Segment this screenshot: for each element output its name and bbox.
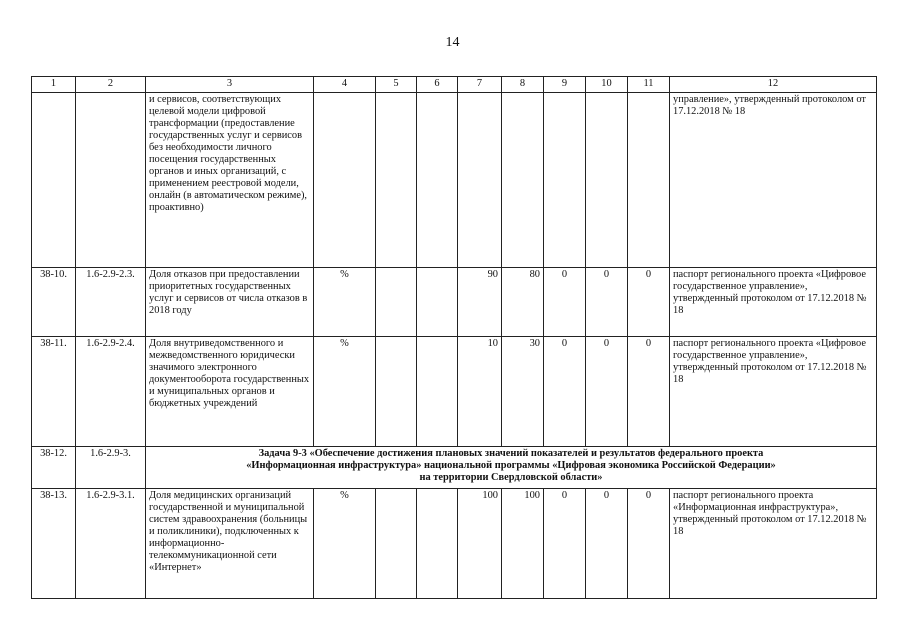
value-col-9: 0	[544, 268, 586, 337]
value-col-9: 0	[544, 489, 586, 599]
col-header-8: 8	[502, 77, 544, 93]
task-title-line-1: Задача 9-3 «Обеспечение достижения плановых значений показателей и результатов федерального проекта	[258, 448, 764, 459]
value-col-5	[376, 268, 417, 337]
value-col-6	[417, 268, 458, 337]
value-col-6	[417, 337, 458, 447]
table-row	[32, 489, 877, 599]
row-number: 38-13.	[32, 489, 76, 599]
source-document: паспорт регионального проекта «Информационная инфраструктура», утвержденный протоколом от 17.12.2018 № 18	[670, 489, 877, 599]
header-row	[32, 77, 877, 93]
col-header-9: 9	[544, 77, 586, 93]
value-col-7: 90	[458, 268, 502, 337]
value-col-5	[376, 337, 417, 447]
source-document: управление», утвержденный протоколом от 17.12.2018 № 18	[670, 93, 877, 268]
page-number: 14	[445, 35, 460, 50]
value-col-10: 0	[586, 268, 628, 337]
value-col-10: 0	[586, 489, 628, 599]
source-document: паспорт регионального проекта «Цифровое государственное управление», утвержденный протоколом от 17.12.2018 № 18	[670, 337, 877, 447]
col-header-12: 12	[670, 77, 877, 93]
task-row	[32, 447, 877, 489]
indicator-name: Доля внутриведомственного и межведомственного юридически значимого электронного документооборота государственных и муниципальных органов и бюджетных учреждений	[146, 337, 314, 447]
value-col-7: 10	[458, 337, 502, 447]
task-title-line-3: на территории Свердловской области»	[419, 472, 603, 483]
row-number: 38-11.	[32, 337, 76, 447]
unit: %	[314, 268, 376, 337]
value-col-11: 0	[628, 337, 670, 447]
value-col-8: 30	[502, 337, 544, 447]
row-number: 38-12.	[32, 447, 76, 489]
col-header-5: 5	[376, 77, 417, 93]
indicator-code: 1.6-2.9-2.4.	[76, 337, 146, 447]
col-header-10: 10	[586, 77, 628, 93]
value-col-5	[376, 489, 417, 599]
col-header-4: 4	[314, 77, 376, 93]
value-col-10: 0	[586, 337, 628, 447]
indicator-name: Доля отказов при предоставлении приоритетных государственных услуг и сервисов от числа отказов в 2018 году	[146, 268, 314, 337]
indicators-table	[31, 76, 877, 599]
row-number: 38-10.	[32, 268, 76, 337]
col-header-11: 11	[628, 77, 670, 93]
value-col-6	[417, 489, 458, 599]
table-row-continued	[32, 93, 877, 268]
task-title	[146, 447, 877, 489]
value-col-11: 0	[628, 489, 670, 599]
indicator-name: и сервисов, соответствующих целевой модели цифровой трансформации (предоставление государственных услуг и сервисов без необходимости личного посещения государственных органов и иных организаций, с применением реестровой модели, онлайн (в автоматическом режиме), проактивно)	[146, 93, 314, 268]
unit: %	[314, 337, 376, 447]
value-col-8: 100	[502, 489, 544, 599]
indicator-code: 1.6-2.9-3.	[76, 447, 146, 489]
value-col-9: 0	[544, 337, 586, 447]
unit: %	[314, 489, 376, 599]
table-row	[32, 337, 877, 447]
col-header-7: 7	[458, 77, 502, 93]
value-col-7: 100	[458, 489, 502, 599]
col-header-2: 2	[76, 77, 146, 93]
col-header-1: 1	[32, 77, 76, 93]
value-col-11: 0	[628, 268, 670, 337]
table-row	[32, 268, 877, 337]
value-col-8: 80	[502, 268, 544, 337]
indicator-name: Доля медицинских организаций государственной и муниципальной систем здравоохранения (больницы и поликлиники), подключенных к информационно-телекоммуникационной сети «Интернет»	[146, 489, 314, 599]
indicator-code: 1.6-2.9-2.3.	[76, 268, 146, 337]
task-title-line-2: «Информационная инфраструктура» национальной программы «Цифровая экономика Российской Федерации»	[246, 460, 776, 471]
col-header-3: 3	[146, 77, 314, 93]
source-document: паспорт регионального проекта «Цифровое государственное управление», утвержденный протоколом от 17.12.2018 № 18	[670, 268, 877, 337]
indicator-code: 1.6-2.9-3.1.	[76, 489, 146, 599]
col-header-6: 6	[417, 77, 458, 93]
